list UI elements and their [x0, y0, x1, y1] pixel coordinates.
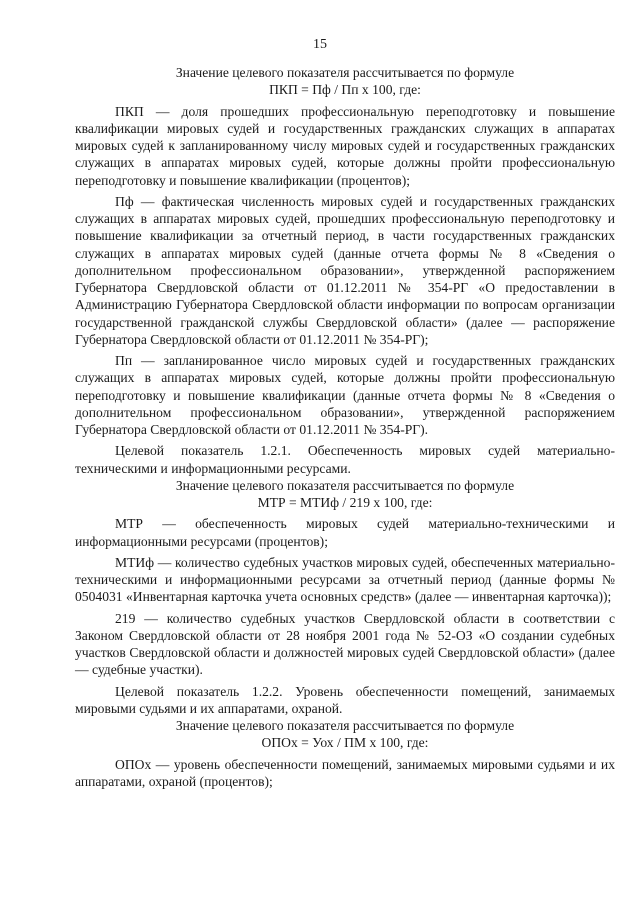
- formula-intro: Значение целевого показателя рассчитывается по формуле: [175, 65, 515, 80]
- definition-219: 219 — количество судебных участков Свердловской области в соответствии с Законом Свердловской области от 28 ноября 2001 года № 52-ОЗ «О создании судебных участков Свердловской области и должностей мировых судей Свердловской области» (далее — судебные участки).: [75, 610, 615, 678]
- document-body: [75, 64, 615, 790]
- definition-pkp: ПКП — доля прошедших профессиональную переподготовку и повышение квалификации мировых судей и государственных гражданских служащих в аппаратах мировых судей к запланированному числу мировых судей и государственных гражданских служащих в аппаратах мировых судей, которые должны пройти профессиональную переподготовку и повышение квалификации (процентов);: [75, 103, 615, 188]
- definition-mtr: МТР — обеспеченность мировых судей материально-техническими и информационными ресурсами (процентов);: [75, 516, 615, 549]
- definition-opox: ОПОх — уровень обеспеченности помещений, занимаемых мировыми судьями и их аппаратами, охраной (процентов);: [75, 756, 615, 789]
- formula-intro: Значение целевого показателя рассчитывается по формуле: [175, 718, 515, 733]
- indicator-1-2-2: Целевой показатель 1.2.2. Уровень обеспеченности помещений, занимаемых мировыми судьями и их аппаратами, охраной.: [75, 683, 615, 716]
- formula-intro: Значение целевого показателя рассчитывается по формуле: [175, 477, 515, 493]
- definition-pp: Пп — запланированное число мировых судей и государственных гражданских служащих в аппаратах мировых судей, которые должны пройти профессиональную переподготовку и повышение квалификации (данные отчета формы № 8 «Сведения о дополнительном профессиональном образовании», утвержденной распоряжением Губернатора Свердловской области от 01.12.2011 № 354-РГ).: [75, 353, 615, 437]
- indicator-1-2-1: Целевой показатель 1.2.1. Обеспеченность мировых судей материально-техническими и информационными ресурсами.: [75, 443, 615, 476]
- definition-pf: Пф — фактическая численность мировых судей и государственных гражданских служащих в аппаратах мировых судей, прошедших профессиональную переподготовку и повышение квалификации за отчетный период, в части государственных гражданских служащих в аппаратах мировых судей (данные отчета формы № 8 «Сведения о дополнительном профессиональном образовании», утвержденной распоряжением Губернатора Свердловской области от 01.12.2011 № 354-РГ «О предоставлении в Администрацию Губернатора Свердловской области информации по вопросам организации государственной гражданской службы Свердловской области» (далее — распоряжение Губернатора Свердловской области от 01.12.2011 № 354-РГ);: [75, 193, 615, 347]
- definition-mtif: МТИф — количество судебных участков мировых судей, обеспеченных материально-техническими и информационными ресурсами за отчетный период (данные формы № 0504031 «Инвентарная карточка учета основных средств» (далее — инвентарная карточка));: [75, 554, 615, 605]
- formula-opox: ОПОх = Уох / ПМ х 100, где:: [261, 735, 429, 751]
- page-number: 15: [313, 37, 327, 52]
- formula-mtr: МТР = МТИф / 219 х 100, где:: [257, 495, 433, 510]
- formula-pkp: ПКП = Пф / Пп х 100, где:: [269, 82, 421, 98]
